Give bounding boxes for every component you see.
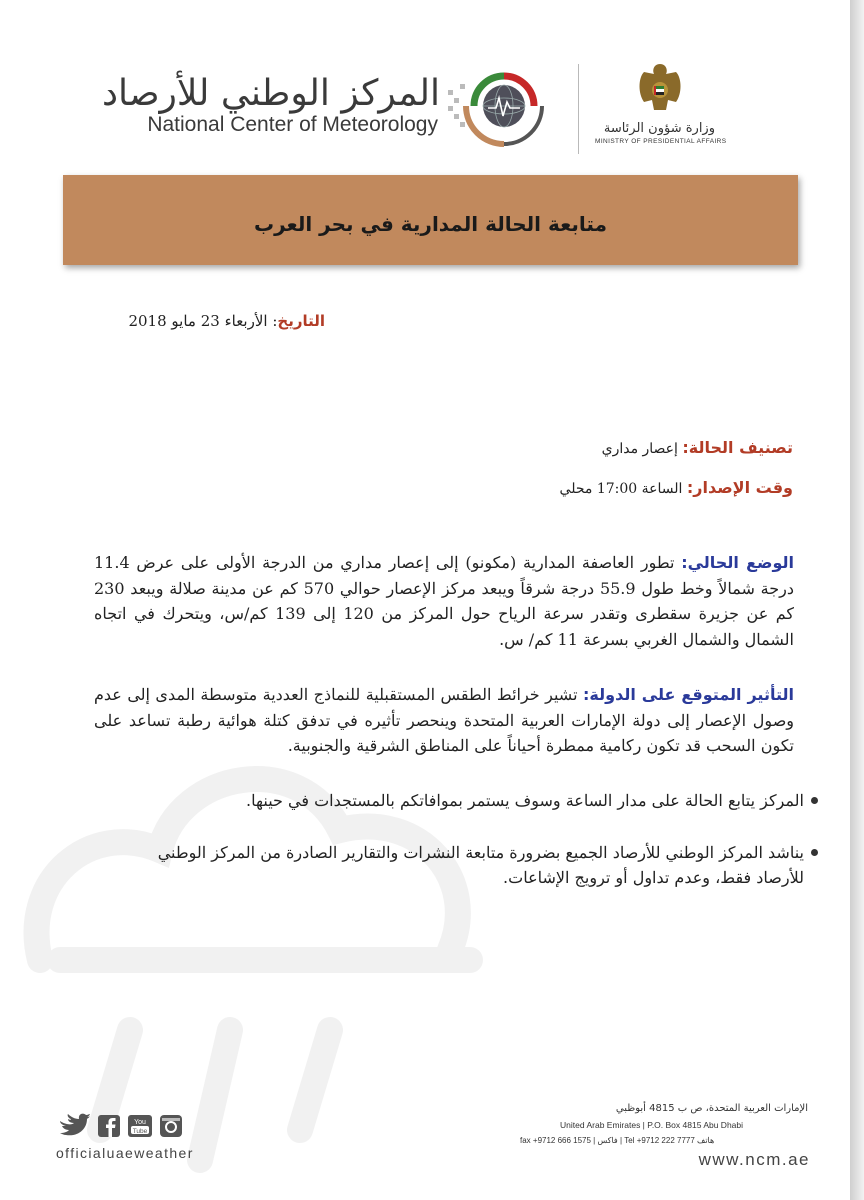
date-value: : الأربعاء 23 مايو 2018 xyxy=(128,312,278,330)
address-english: United Arab Emirates | P.O. Box 4815 Abu Dhabi xyxy=(560,1120,744,1130)
contact-numbers: fax +9712 666 1575 | فاكس | Tel +9712 222 7777 هاتف xyxy=(520,1136,715,1145)
ncm-name-arabic: المركز الوطني للأرصاد xyxy=(101,73,440,114)
address-arabic: الإمارات العربية المتحدة، ص ب 4815 أبوظبي xyxy=(615,1103,808,1114)
date-label: التاريخ xyxy=(277,312,325,330)
header-divider xyxy=(578,64,579,154)
website-link[interactable]: www.ncm.ae xyxy=(698,1150,810,1169)
page-edge-shadow xyxy=(850,0,864,1200)
bullet-text: المركز يتابع الحالة على مدار الساعة وسوف يستمر بموافاتكم بالمستجدات في حينها. xyxy=(246,791,804,810)
issue-time-value: الساعة 17:00 محلي xyxy=(559,481,683,497)
classification-line xyxy=(380,438,793,457)
bullet-dot xyxy=(811,797,818,804)
classification-value: إعصار مداري xyxy=(601,441,678,457)
current-status-paragraph xyxy=(94,550,794,652)
ministry-name-english: MINISTRY OF PRESIDENTIAL AFFAIRS xyxy=(595,138,727,145)
page-title: متابعة الحالة المدارية في بحر العرب xyxy=(254,212,607,236)
ncm-logo-icon xyxy=(444,58,564,154)
classification-label: تصنيف الحالة: xyxy=(682,438,793,457)
facebook-icon[interactable] xyxy=(98,1115,120,1137)
current-status-label: الوضع الحالي: xyxy=(681,553,794,572)
svg-text:You: You xyxy=(134,1119,146,1126)
instagram-icon[interactable] xyxy=(160,1115,182,1137)
bullet-dot xyxy=(811,849,818,856)
bullet-text: يناشد المركز الوطني للأرصاد الجميع بضرورة متابعة النشرات والتقارير الصادرة من المركز الوطني للأرصاد فقط، وعدم تداول أو ترويج الإشاعات. xyxy=(157,843,804,887)
title-banner xyxy=(63,175,798,265)
expected-impact-text: تشير خرائط الطقس المستقبلية للنماذج العددية متوسطة المدى إلى عدم وصول الإعصار إلى دولة الإمارات العربية المتحدة وينحصر تأثيره في تدفق كتلة هوائية رطبة تساعد على تكون السحب قد تكون ركامية ممطرة أحياناً على المناطق الشرقية والجنوبية. xyxy=(94,685,795,755)
issue-time-line xyxy=(380,478,793,497)
expected-impact-paragraph xyxy=(94,682,794,759)
social-handle[interactable]: officialuaeweather xyxy=(56,1145,194,1161)
ministry-name-arabic: وزارة شؤون الرئاسة xyxy=(603,121,715,136)
twitter-icon[interactable] xyxy=(60,1114,90,1136)
svg-text:Tube: Tube xyxy=(132,1128,148,1135)
youtube-icon[interactable] xyxy=(128,1115,152,1137)
ncm-name-english: National Center of Meteorology xyxy=(147,113,438,136)
date-line xyxy=(100,312,325,330)
expected-impact-label: التأثير المتوقع على الدولة: xyxy=(583,685,795,704)
uae-emblem-icon xyxy=(630,60,690,118)
current-status-text: تطور العاصفة المدارية (مكونو) إلى إعصار مداري من الدرجة الأولى على عرض 11.4 درجة شمالاً وخط طول 55.9 درجة شرقاً ويبعد مركز الإعصار حوالي 570 كم عن مدينة صلالة ويبعد 230 كم عن جزيرة سقطرى وتقدر سرعة الرياح حول المركز من 120 إلى 139 كم/س، ويتحرك في اتجاه الشمال والشمال الغربي بسرعة 11 كم/ س. xyxy=(94,553,795,649)
social-icons xyxy=(58,1113,198,1143)
issue-time-label: وقت الإصدار: xyxy=(686,478,793,497)
